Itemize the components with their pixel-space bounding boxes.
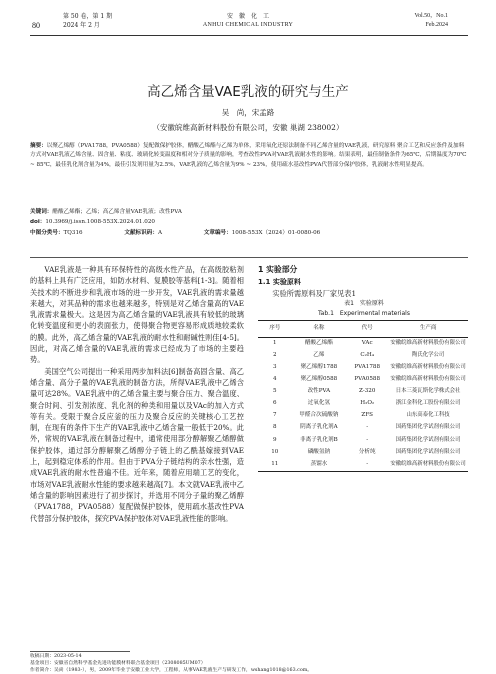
section-heading: 1 实验部分: [258, 265, 298, 274]
affiliation: （安徽皖维高新材料股份有限公司，安徽 巢湖 238002）: [152, 123, 344, 132]
table-cell: 9: [273, 436, 277, 443]
abstract-text: 以聚乙烯醇（PVA1788，PVA0588）复配做保护胶体，醋酸乙烯酯与乙烯为单体，采用氧化还原法制备不同乙烯含量的VAE乳液，研究原料 聚合工艺和反应条件及加料方式对VAE乳液乙烯含量、固含量、粘度、玻璃化转变温度和相对分子质量的影响，考查改性PVA对VAE乳液耐水性的影响。结果表明，最佳制备条件为65℃，后期温度为70℃ ~ 85℃，最佳乳化剂含量为4%，最佳引发剂用量为2.5%，VAE乳液的乙烯含量为9% ~ 23%，使用疏水基改性PVA代替部分保护胶体，乳液耐水性明显提高。: [30, 143, 467, 168]
table-cell: 4: [273, 376, 277, 383]
table-cell: 国药集团化学试剂有限公司: [395, 424, 461, 431]
table-cell: 10: [271, 448, 279, 455]
intro-paragraph-2: 美国空气公司提出一种采用两步加料法[6]制备高固含量、高乙烯含量、高分子量的VAE乳液的制备方法，所得VAE乳液中乙烯含量可达28%。VAE乳液中的乙烯含量主要与聚合压力、聚合温度、聚合时间、引发剂浓度、乳化剂的种类和用量以及VAc的加入方式等有关。受限于聚合反应釜的压力及聚合反应的关键核心工艺控制，在现有的条件下生产的VAE乳液中乙烯含量一般低于20%。此外，常规的VAE乳液在制备过程中，通常使用部分醇解聚乙烯醇做保护胶体，通过部分醇解聚乙烯醇分子链上的乙酰基嫁接到VAE上，起到稳定体系的作用。但由于PVA分子链结构的亲水性强，造成VAE乳液的耐水性普遍不佳。近年来，随着应用端工艺的变化，市场对VAE乳液耐水性能的要求越来越高[7]。本文就VAE乳液中乙烯含量的影响因素进行了初步探讨，并选用不同分子量的聚乙烯醇（PVA1788，PVA0588）复配做保护胶体，使用疏水基改性PVA代替部分保护胶体，探究PVA保护胶体对VAE乳液性能的影响。: [30, 366, 244, 523]
table-cell: 分析纯: [358, 448, 376, 455]
table-cell: 11: [258, 458, 292, 471]
table-cell: 磷酸氢钠: [307, 448, 331, 455]
volume-cn: 第 50 卷，第 1 期: [63, 13, 113, 20]
date-en: Feb.2024: [425, 22, 448, 28]
running-header: [0, 12, 496, 34]
table-row: [258, 398, 468, 410]
table-cell: 7: [273, 412, 277, 419]
intro-paragraph-1: VAE乳液是一种具有环保特性的高级水性产品，在高级胶粘剂的基料上具有广泛应用，如防水材料、复膜胶等基料[1-3]。随着相关技术的不断进步和乳液市场的进一步开发，VAE乳液的需求量越来越大，对其品种的需求也越来越多，特别是对乙烯含量高的VAE乳液需求量极大。这是因为高乙烯含量的VAE乳液具有较低的玻璃化转变温度和更小的表面张力，使得聚合物更容易形成质地较柔软的膜。此外，高乙烯含量的VAE乳液的耐水性和耐碱性则佳[4-5]。因此，对高乙烯含量的VAE乳液的需求已经成为了市场的主要趋势。: [30, 265, 244, 365]
doi: [30, 218, 468, 227]
footnote-rule: [30, 651, 130, 652]
clc-label: 中图分类号：: [30, 230, 64, 236]
table-cell: 1: [273, 339, 277, 346]
authors: 吴 尚，宋孟路: [221, 108, 275, 117]
table-cell: 2: [273, 351, 277, 358]
table-cell: PVA1788: [354, 363, 381, 370]
table-cell: 安徽皖维高新材料股份有限公司: [390, 363, 466, 370]
table-cell: 日本三菱瓦斯化学株式会社: [395, 388, 461, 395]
table-cell: 3: [273, 363, 277, 370]
table-header-row: [258, 321, 468, 338]
materials-table: [258, 320, 468, 472]
table-cell: 非离子乳化剂B: [300, 436, 338, 443]
journal-name-en: ANHUI CHEMICAL INDUSTRY: [202, 22, 294, 28]
materials-intro: 实验所需原料及厂家见表1: [272, 289, 357, 298]
table-cell: 过氧化氢: [307, 400, 331, 407]
header-right: [414, 12, 448, 30]
clc-value: TQ316: [63, 230, 83, 236]
table-row: [258, 446, 468, 458]
table-cell: H₂O₂: [360, 400, 375, 407]
received-date: 收稿日期：2023-05-14: [30, 654, 82, 659]
header-cell: 生产商: [388, 321, 468, 338]
header-cell: 序号: [258, 321, 292, 338]
table-caption-en: Tab.1 Experimental materials: [318, 309, 410, 317]
table-cell: 8: [273, 424, 277, 431]
table-cell: 阴离子乳化剂A: [300, 424, 338, 431]
article-no-label: 文章编号：: [203, 230, 232, 236]
table-cell: 安徽皖维高新材料股份有限公司: [388, 458, 468, 471]
table-cell: Z-320: [358, 388, 376, 395]
table-row: [258, 422, 468, 434]
table-row: [258, 350, 468, 362]
table-row: [258, 337, 468, 350]
table-cell: 甲醛合次硫酸钠: [299, 412, 339, 419]
header-cell: 名称: [292, 321, 347, 338]
volume-en: Vol.50，No.1: [414, 13, 448, 19]
table-cell: ZFS: [361, 412, 373, 419]
keywords: [30, 208, 468, 217]
table-row: [258, 374, 468, 386]
classification-line: [30, 229, 468, 238]
table-cell: 醋酸乙烯酯: [304, 339, 333, 346]
table-cell: 蒸馏水: [292, 458, 347, 471]
table-cell: 改性PVA: [307, 388, 331, 395]
author-bio: 作者简介：吴尚（1983-），男，2009年毕业于安徽工业大学，工程师，从事VAE乳液生产与研发工作，wshang1018@163.com。: [30, 667, 313, 673]
abstract: [30, 142, 468, 170]
table-row: [258, 458, 468, 471]
doi-text: 10.3969/j.issn.1008-553X.2024.01.020: [45, 219, 155, 225]
table-cell: 国药集团化学试剂有限公司: [395, 448, 461, 455]
table-cell: -: [366, 436, 369, 443]
table-row: [258, 362, 468, 374]
table-row: [258, 410, 468, 422]
subsection-heading: 1.1 实验原料: [258, 278, 301, 286]
header-cell: 代号: [346, 321, 388, 338]
table-row: [258, 386, 468, 398]
table-cell: 山东高泰化工科技: [406, 412, 450, 419]
table-cell: 国药集团化学试剂有限公司: [395, 436, 461, 443]
table-cell: 6: [273, 400, 277, 407]
table-cell: VAc: [361, 339, 373, 346]
date-cn: 2024 年 2 月: [63, 22, 100, 29]
table-cell: 陶氏化学公司: [411, 351, 445, 358]
article-title: 高乙烯含量VAE乳液的研究与生产: [147, 84, 349, 100]
header-rule: [30, 35, 468, 36]
table-cell: 浙江金科化工股份有限公司: [395, 400, 461, 407]
footnote: [30, 654, 470, 674]
keywords-label: 关键词：: [30, 209, 53, 215]
abstract-separator: [30, 257, 468, 258]
table-cell: -: [346, 458, 388, 471]
table-row: [258, 434, 468, 446]
right-column: [258, 264, 470, 472]
table-cell: 聚乙烯醇1788: [300, 363, 338, 370]
keywords-text: 醋酸乙烯酯；乙烯；高乙烯含量VAE乳液；改性PVA: [52, 209, 182, 215]
doc-code-label: 文献标识码：: [124, 230, 158, 236]
fund-info: 基金项目：安徽省自然科学基金先进功能膜材料联合基金项目（2308085UM07）: [30, 660, 206, 666]
table-cell: 安徽皖维高新材料股份有限公司: [390, 376, 466, 383]
table-cell: -: [366, 424, 369, 431]
table-body: [258, 337, 468, 471]
table-cell: 乙烯: [313, 351, 325, 358]
abstract-label: 摘要：: [30, 143, 47, 149]
doi-label: doi：: [30, 219, 46, 225]
table-cell: PVA0588: [354, 376, 381, 383]
table-caption-cn: 表1 实验原料: [344, 300, 384, 307]
left-column: [30, 264, 244, 524]
table-cell: 聚乙烯醇0588: [300, 376, 338, 383]
table-cell: C₂H₄: [360, 351, 375, 358]
table-cell: 安徽皖维高新材料股份有限公司: [390, 339, 466, 346]
table-cell: 5: [273, 388, 277, 395]
journal-name-cn: 安 徽 化 工: [226, 13, 269, 20]
page-number: 80: [32, 21, 40, 30]
article-no-value: 1008-553X（2024）01-0080-06: [231, 230, 321, 236]
doc-code-value: A: [157, 230, 162, 236]
